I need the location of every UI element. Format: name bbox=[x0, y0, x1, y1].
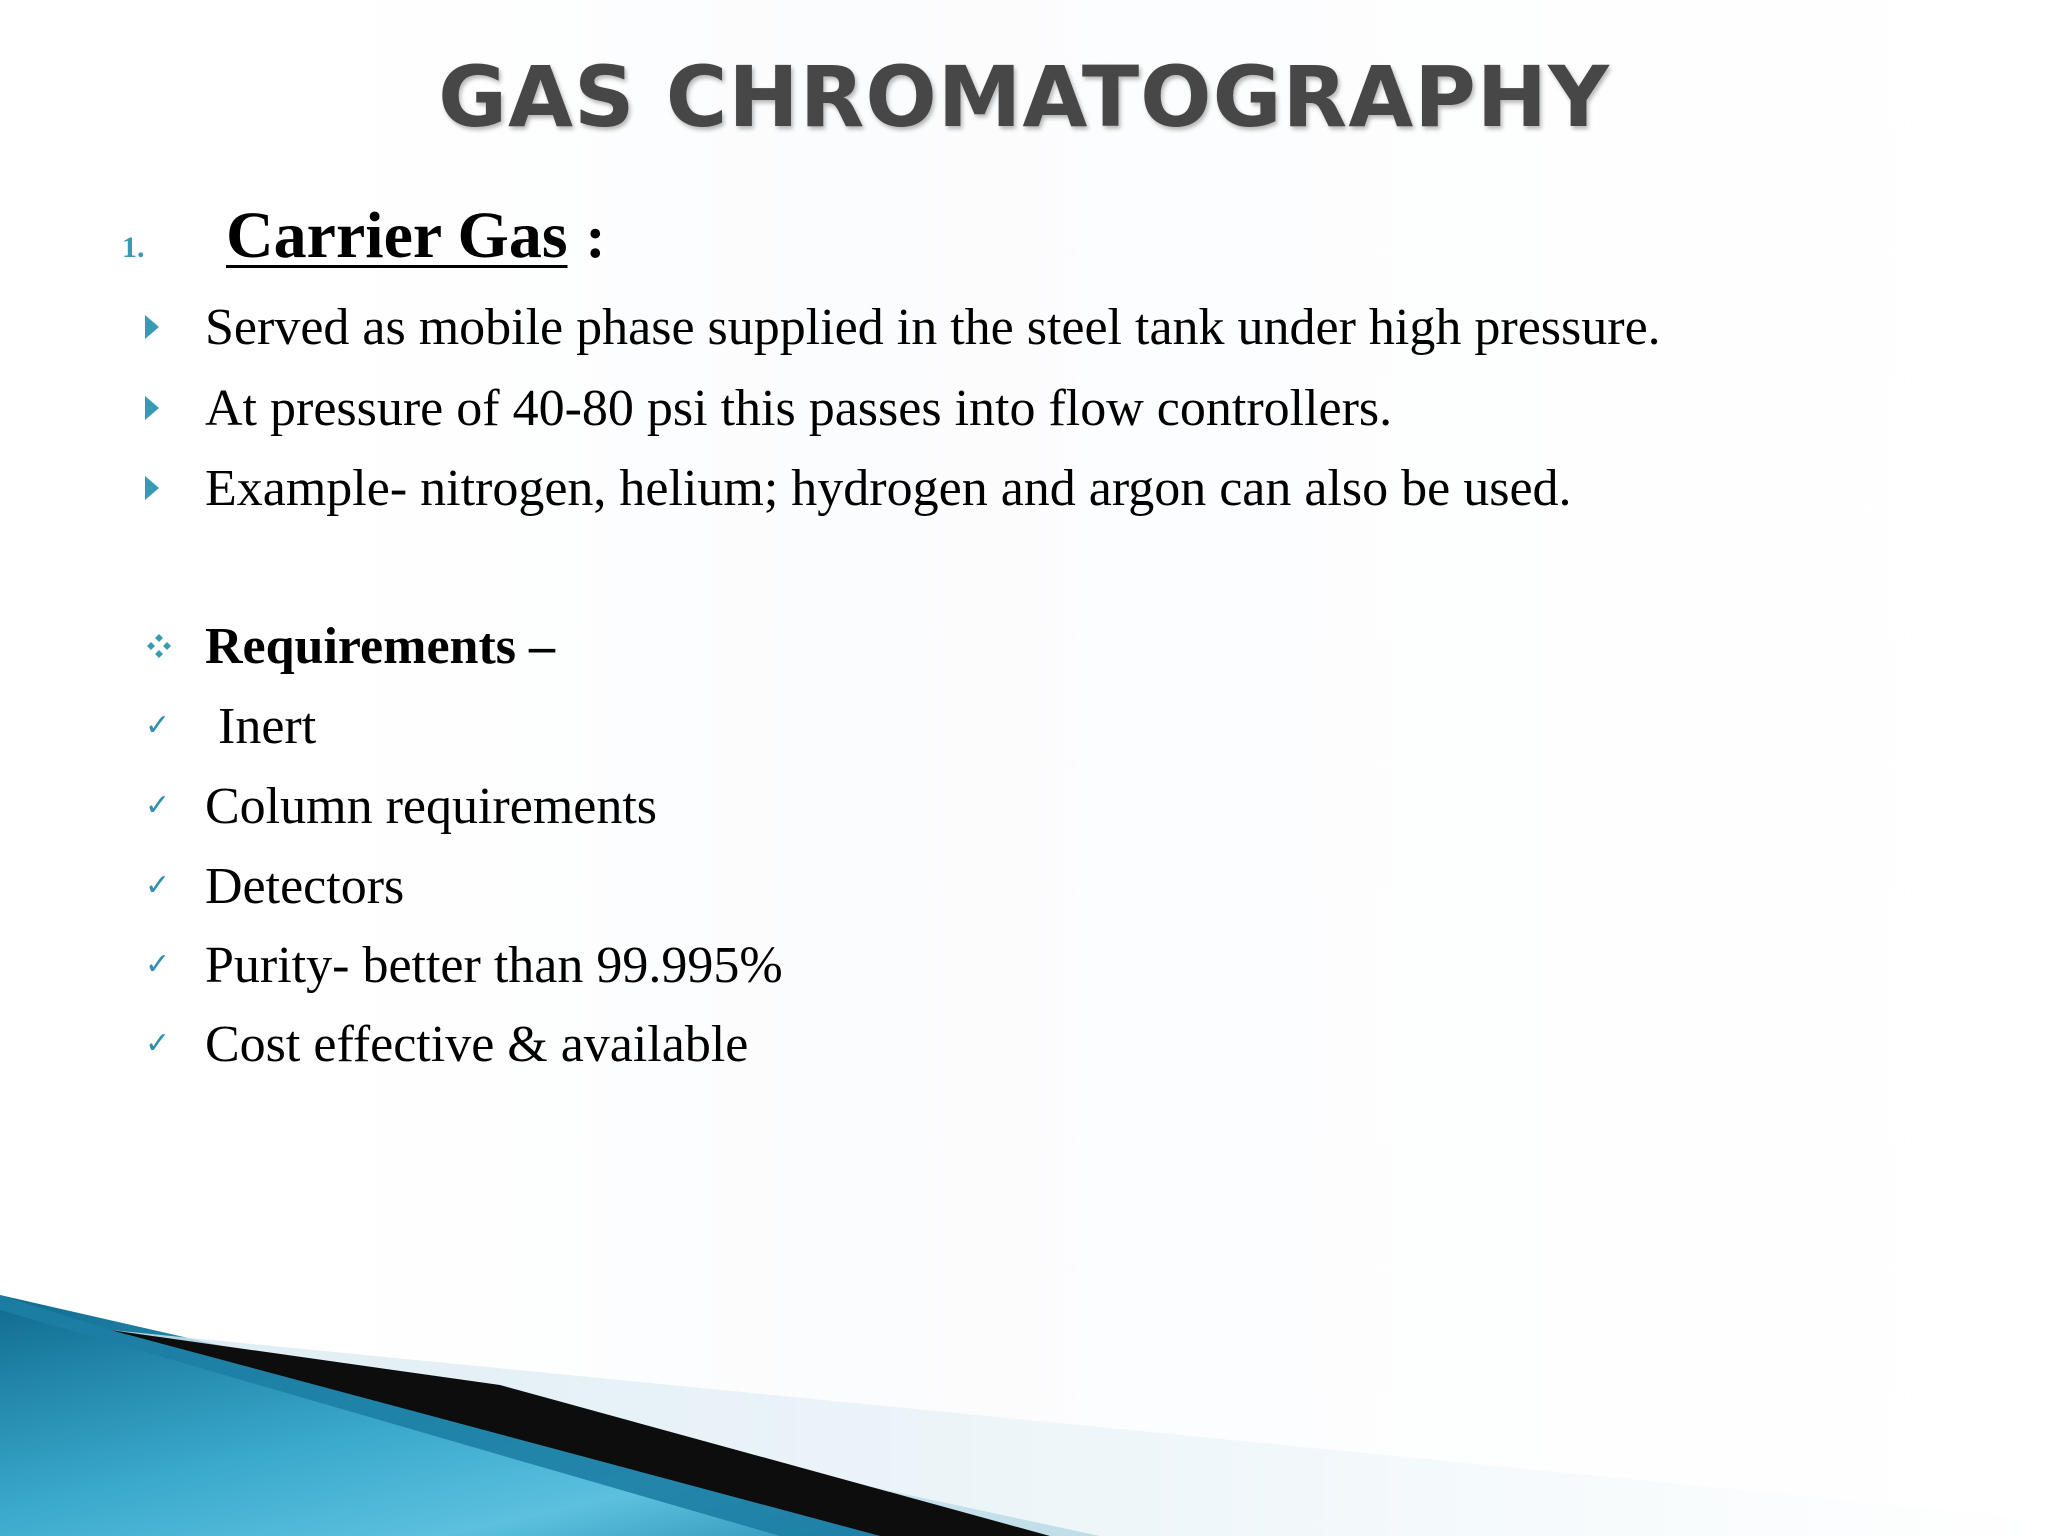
requirement-text: Column requirements bbox=[205, 777, 658, 835]
slide-title: GAS CHROMATOGRAPHY bbox=[438, 48, 1610, 146]
checkmark-icon: ✓ bbox=[145, 868, 171, 903]
checkmark-icon: ✓ bbox=[145, 708, 171, 743]
bullet-text: Served as mobile phase supplied in the steel tank under high pressure. bbox=[205, 298, 1661, 356]
requirements-label: Requirements – bbox=[205, 617, 556, 675]
bullet-text: At pressure of 40-80 psi this passes into flow controllers. bbox=[205, 379, 1393, 437]
heading-colon: : bbox=[585, 204, 606, 270]
heading-text: Carrier Gas bbox=[226, 199, 568, 272]
requirement-text: Cost effective & available bbox=[205, 1015, 749, 1073]
checkmark-icon: ✓ bbox=[145, 1026, 171, 1061]
requirement-text: Purity- better than 99.995% bbox=[205, 936, 783, 994]
checkmark-icon: ✓ bbox=[145, 788, 171, 823]
requirement-text: Inert bbox=[205, 697, 317, 755]
heading-number: 1. bbox=[122, 231, 145, 264]
checkmark-icon: ✓ bbox=[145, 947, 171, 982]
bullet-text: Example- nitrogen, helium; hydrogen and argon can also be used. bbox=[205, 459, 1572, 517]
requirement-text: Detectors bbox=[205, 857, 405, 915]
